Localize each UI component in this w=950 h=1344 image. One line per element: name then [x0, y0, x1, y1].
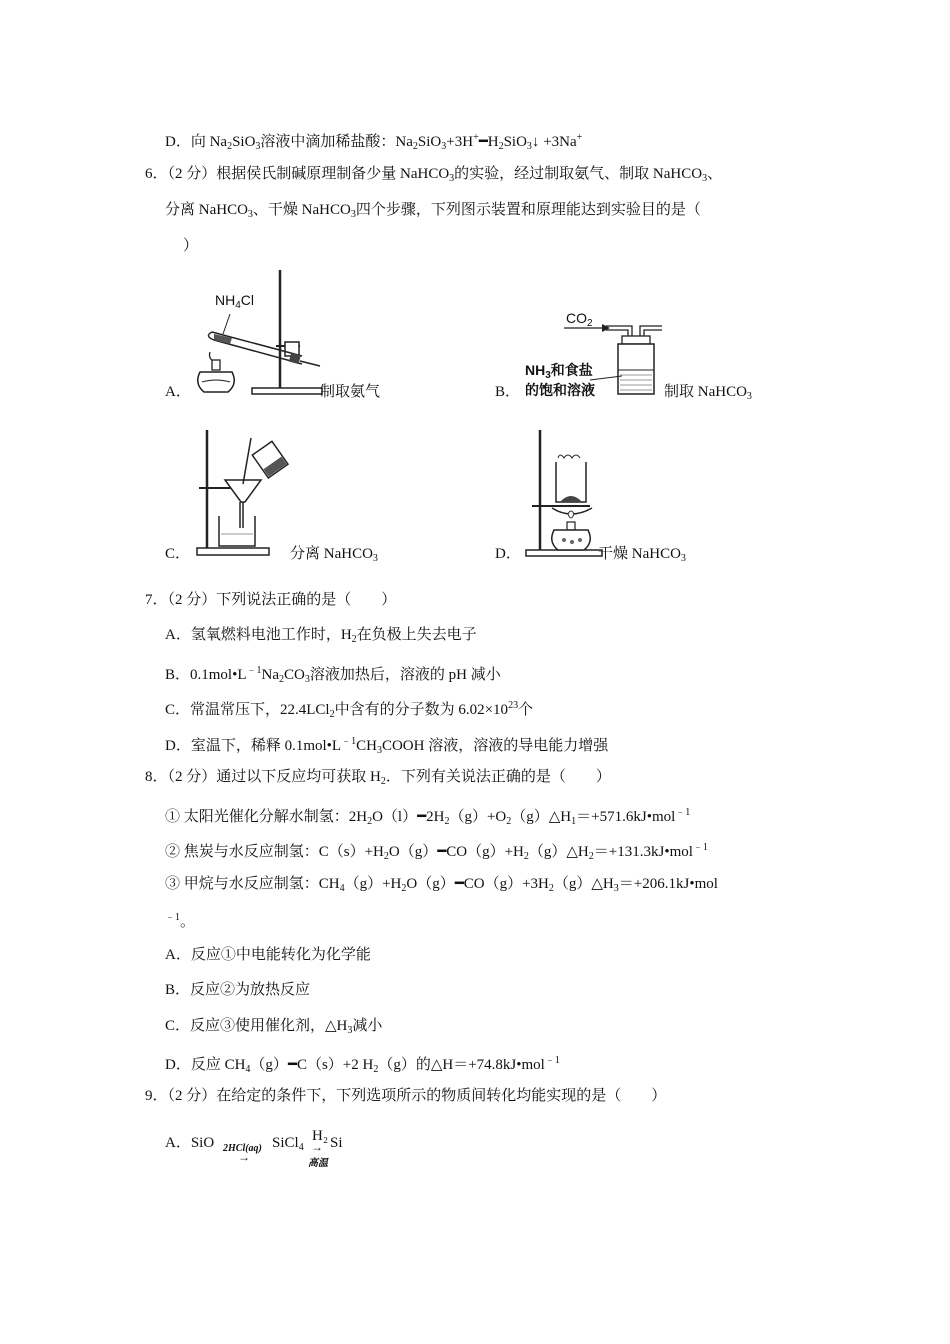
- q6-option-b-letter: B．: [495, 384, 521, 400]
- q7-stem: 7．（2 分）下列说法正确的是（ ）: [145, 592, 397, 608]
- q6-stem-line2: 分离 NaHCO$_3$、干燥 NaHCO$_3$四个步骤，下列图示装置和原理能达到实验目的是（: [165, 202, 701, 220]
- q8-option-c: C．反应③使用催化剂，$\triangle H_3$减小: [165, 1018, 383, 1036]
- q6-option-c-caption: 分离 NaHCO$_3$: [290, 546, 378, 564]
- q9-arrow-2-icon: →: [311, 1140, 323, 1154]
- q8-reaction-3: ③ 甲烷与水反应制氢：$CH_4(g)+H_2O(g)━CO(g)+3H_2(g)\triangle H_3=+206.1kJ•mol$: [165, 876, 718, 894]
- q8-reaction-1: ① 太阳光催化分解水制氢：$2H_2O(l)━2H_2(g)+O_2(g)\triangle H_1=+571.6kJ•mol^{﹣1}$: [165, 807, 691, 827]
- q6-stem-line1: 6．（2 分）根据侯氏制碱原理制备少量 NaHCO$_3$的实验，经过制取氨气、制取 NaHCO$_3$、: [145, 166, 723, 184]
- q6-option-c-letter: C．: [165, 546, 191, 562]
- q6-stem-line3: ）: [183, 238, 199, 254]
- q6-figure-a-apparatus: [190, 268, 325, 400]
- q9-option-a-condition-2-top: H₂: [312, 1128, 329, 1144]
- q6-option-d-caption: 干燥 NaHCO$_3$: [598, 546, 686, 564]
- q7-option-d: D．室温下，稀释 $0.1mol•L^{﹣1}CH_3COOH$ 溶液，溶液的导电能力增强: [165, 736, 609, 756]
- q5-option-d: D．向 $Na_2SiO_3$溶液中滴加稀盐酸：$Na_2SiO_3+3H^+━H_2SiO_3↓ +3Na^+$: [165, 132, 583, 152]
- q8-option-a: A．反应①中电能转化为化学能: [165, 947, 371, 963]
- q6-option-b-caption: 制取 NaHCO$_3$: [664, 384, 752, 402]
- q6-figure-b-label-co2: $CO_2$: [566, 310, 593, 329]
- q6-figure-d-apparatus: [520, 428, 605, 562]
- q6-figure-a-label-nh4cl: $NH_4Cl$: [215, 292, 255, 311]
- q9-option-a-si: Si: [330, 1135, 343, 1151]
- q8-stem: 8．（2 分）通过以下反应均可获取 $H_2$．下列有关说法正确的是（ ）: [145, 769, 611, 787]
- q9-option-a-condition-2-bottom: 高温: [308, 1158, 328, 1169]
- q9-option-a-condition-1: 2HCl(aq): [223, 1143, 262, 1154]
- q6-option-d-letter: D．: [495, 546, 521, 562]
- q9-option-a: A．SiO: [165, 1135, 215, 1151]
- q6-option-a-caption: 制取氨气: [320, 384, 381, 400]
- q9-option-a-sicl4: SiCl$_4$: [272, 1135, 304, 1153]
- q6-figure-b-label-solution-1: $NH_3$和食盐: [525, 362, 593, 381]
- q8-option-d: D．反应 $CH_4(g)━C(s)+2$ $H_2(g)$的△H＝+74.8kJ•mol$^{﹣1}$: [165, 1055, 560, 1075]
- q7-option-c: C．常温常压下，22.4LCl$_2$中含有的分子数为 $6.02\times 10^{23}$个: [165, 700, 534, 720]
- q7-option-a: A．氢氧燃料电池工作时，$H_2$在负极上失去电子: [165, 627, 477, 645]
- q6-figure-b-label-solution-2: 的饱和溶液: [525, 382, 595, 398]
- q9-arrow-1-icon: →: [238, 1150, 250, 1164]
- q8-reaction-3-cont: $^{﹣1}$。: [165, 912, 196, 930]
- q9-stem: 9．（2 分）在给定的条件下，下列选项所示的物质间转化均能实现的是（ ）: [145, 1088, 667, 1104]
- q6-figure-c-apparatus: [195, 428, 295, 562]
- q6-option-a-letter: A．: [165, 384, 191, 400]
- q7-option-b: B．$0.1mol•L^{﹣1}Na_2CO_3$溶液加热后，溶液的 pH 减小: [165, 665, 501, 685]
- q8-option-b: B．反应②为放热反应: [165, 982, 311, 998]
- q8-reaction-2: ② 焦炭与水反应制氢：$C(s)+H_2O(g)━CO(g)+H_2(g)\triangle H_2=+131.3kJ•mol^{﹣1}$: [165, 842, 708, 862]
